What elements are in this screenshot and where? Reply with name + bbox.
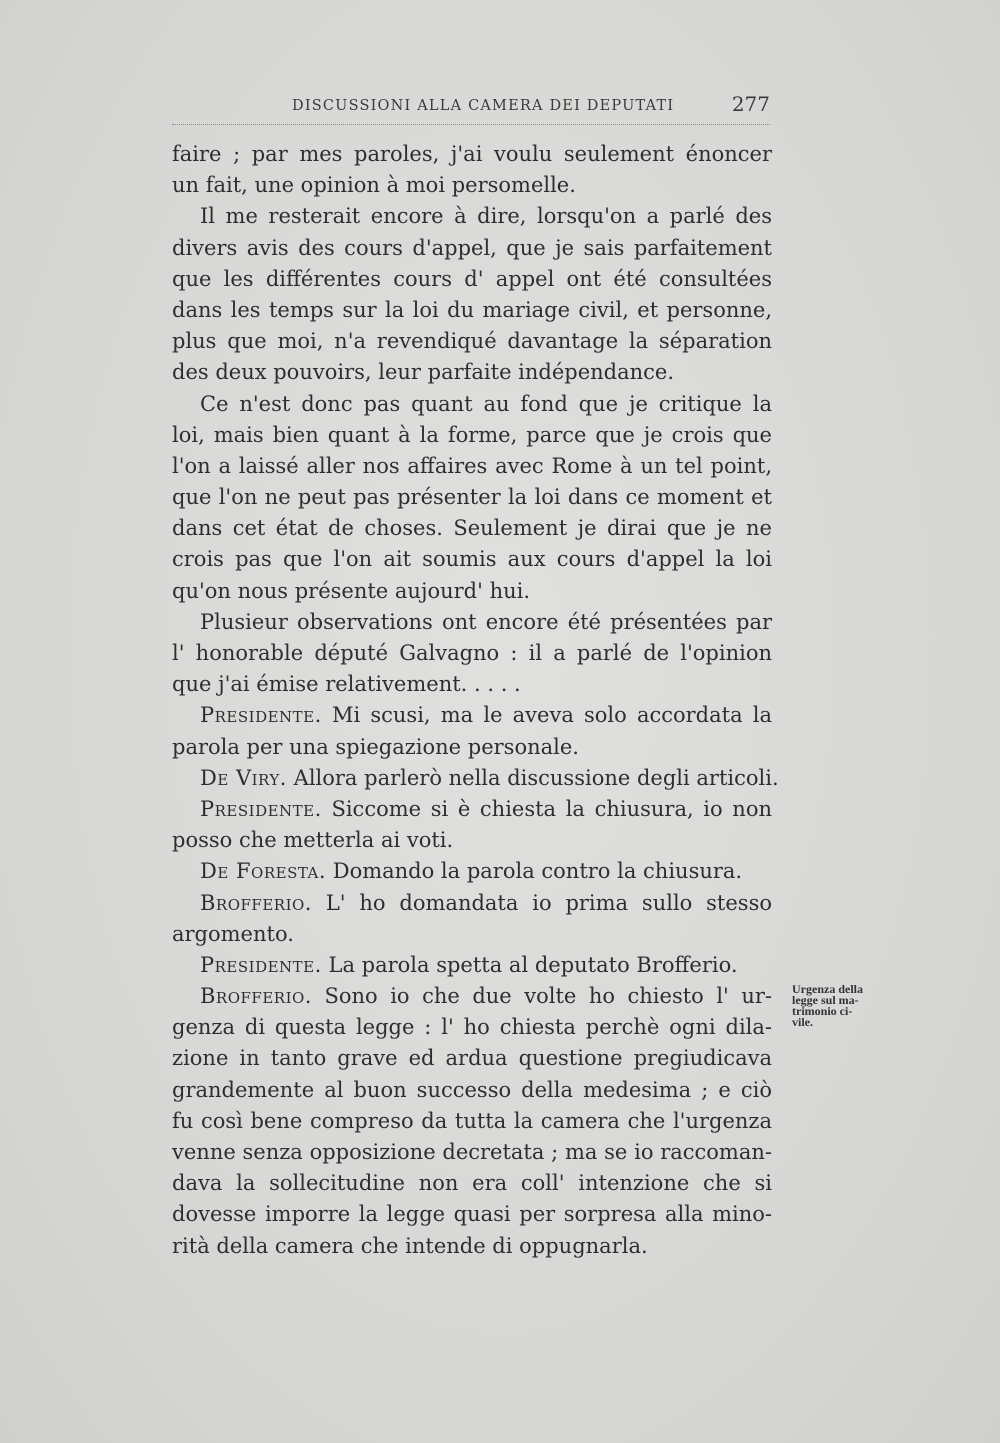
text-line: que j'ai émise relativement. . . . . (172, 672, 521, 697)
text-line: dans cet état de choses. Seulement je dirai que je ne (172, 516, 772, 541)
text-line: argomento. (172, 921, 294, 946)
text-line: Ce n'est donc pas quant au fond que je critique la (200, 391, 772, 416)
header-rule (172, 124, 770, 125)
margin-note-line: Urgenza della (792, 982, 863, 996)
text-line: fu così bene compreso da tutta la camera che l'urgenza (172, 1108, 772, 1133)
margin-note (792, 984, 902, 1028)
text-line: l' honorable député Galvagno : il a parlé de l'opinion (172, 641, 772, 665)
speech-line (172, 950, 772, 981)
running-header (172, 92, 770, 120)
text-line: l'on a laissé aller nos affaires avec Rome à un tel point, (172, 453, 772, 478)
text-line: dovesse imporre la legge quasi per sorpresa alla mino- (172, 1202, 772, 1227)
speech-text: Siccome si è chiesta la chiusura, io non (331, 796, 772, 821)
speech-text: La parola spetta al deputato Brofferio. (328, 952, 738, 977)
text-line: des deux pouvoirs, leur parfaite indépendance. (172, 360, 675, 385)
text-line: venne senza opposizione decretata ; ma se io raccoman- (172, 1140, 772, 1164)
text-line: rità della camera che intende di oppugnarla. (172, 1233, 648, 1258)
speech-text: L' ho domandata io prima sullo stesso (325, 890, 772, 915)
text-line: faire ; par mes paroles, j'ai voulu seulement énoncer (172, 142, 772, 166)
text-line: dava la sollecitudine non era coll' intenzione che si (172, 1171, 772, 1196)
speaker-name: De Foresta. (200, 859, 327, 884)
speech-line (172, 888, 772, 919)
speaker-name: Presidente. (200, 703, 322, 728)
speaker-name: Brofferio. (200, 984, 312, 1009)
page-number: 277 (731, 92, 770, 116)
text-line: divers avis des cours d'appel, que je sais parfaitement (172, 235, 772, 260)
speech-text: Sono io che due volte ho chiesto l' ur- (324, 984, 772, 1009)
speaker-name: Presidente. (200, 952, 322, 977)
speech-text: Domando la parola contro la chiusura. (332, 859, 743, 884)
text-line: plus que moi, n'a revendiqué davantage la séparation (172, 329, 772, 354)
speech-line (172, 700, 772, 731)
speech-text: Mi scusi, ma le aveva solo accordata la (331, 703, 772, 728)
text-line: qu'on nous présente aujourd' hui. (172, 578, 531, 603)
speech-line (172, 856, 772, 887)
text-line: posso che metterla ai voti. (172, 828, 454, 853)
text-line: que les différentes cours d' appel ont été consultées (172, 266, 772, 291)
running-title: DISCUSSIONI ALLA CAMERA DEI DEPUTATI (292, 98, 675, 114)
body-text (172, 139, 779, 1262)
speech-text: Allora parlerò nella discussione degli articoli. (293, 765, 779, 790)
speech-line (172, 763, 779, 794)
text-line: genza di questa legge : l' ho chiesta perchè ogni dila- (172, 1015, 772, 1040)
margin-note-line: trimonio ci- (792, 1004, 853, 1018)
text-line: loi, mais bien quant à la forme, parce que je crois que (172, 422, 772, 447)
speaker-name: Presidente. (200, 796, 322, 821)
text-line: un fait, une opinion à moi persomelle. (172, 173, 576, 198)
text-line: parola per una spiegazione personale. (172, 734, 579, 759)
speech-line (172, 794, 772, 825)
text-line: grandemente al buon successo della medesima ; e ciò (172, 1077, 772, 1102)
text-line: zione in tanto grave ed ardua questione pregiudicava (172, 1046, 772, 1071)
speaker-name: De Viry. (200, 765, 287, 790)
text-line: que l'on ne peut pas présenter la loi dans ce moment et (172, 485, 772, 510)
speech-line (172, 981, 772, 1012)
margin-note-line: legge sul ma- (792, 993, 859, 1007)
text-line: crois pas que l'on ait soumis aux cours d'appel la loi (172, 547, 772, 572)
text-line: Il me resterait encore à dire, lorsqu'on a parlé des (200, 204, 772, 229)
margin-note-line: vile. (792, 1015, 813, 1029)
text-line: Plusieur observations ont encore été présentées par (200, 609, 772, 634)
speaker-name: Brofferio. (200, 890, 312, 915)
text-line: dans les temps sur la loi du mariage civil, et personne, (172, 297, 772, 322)
